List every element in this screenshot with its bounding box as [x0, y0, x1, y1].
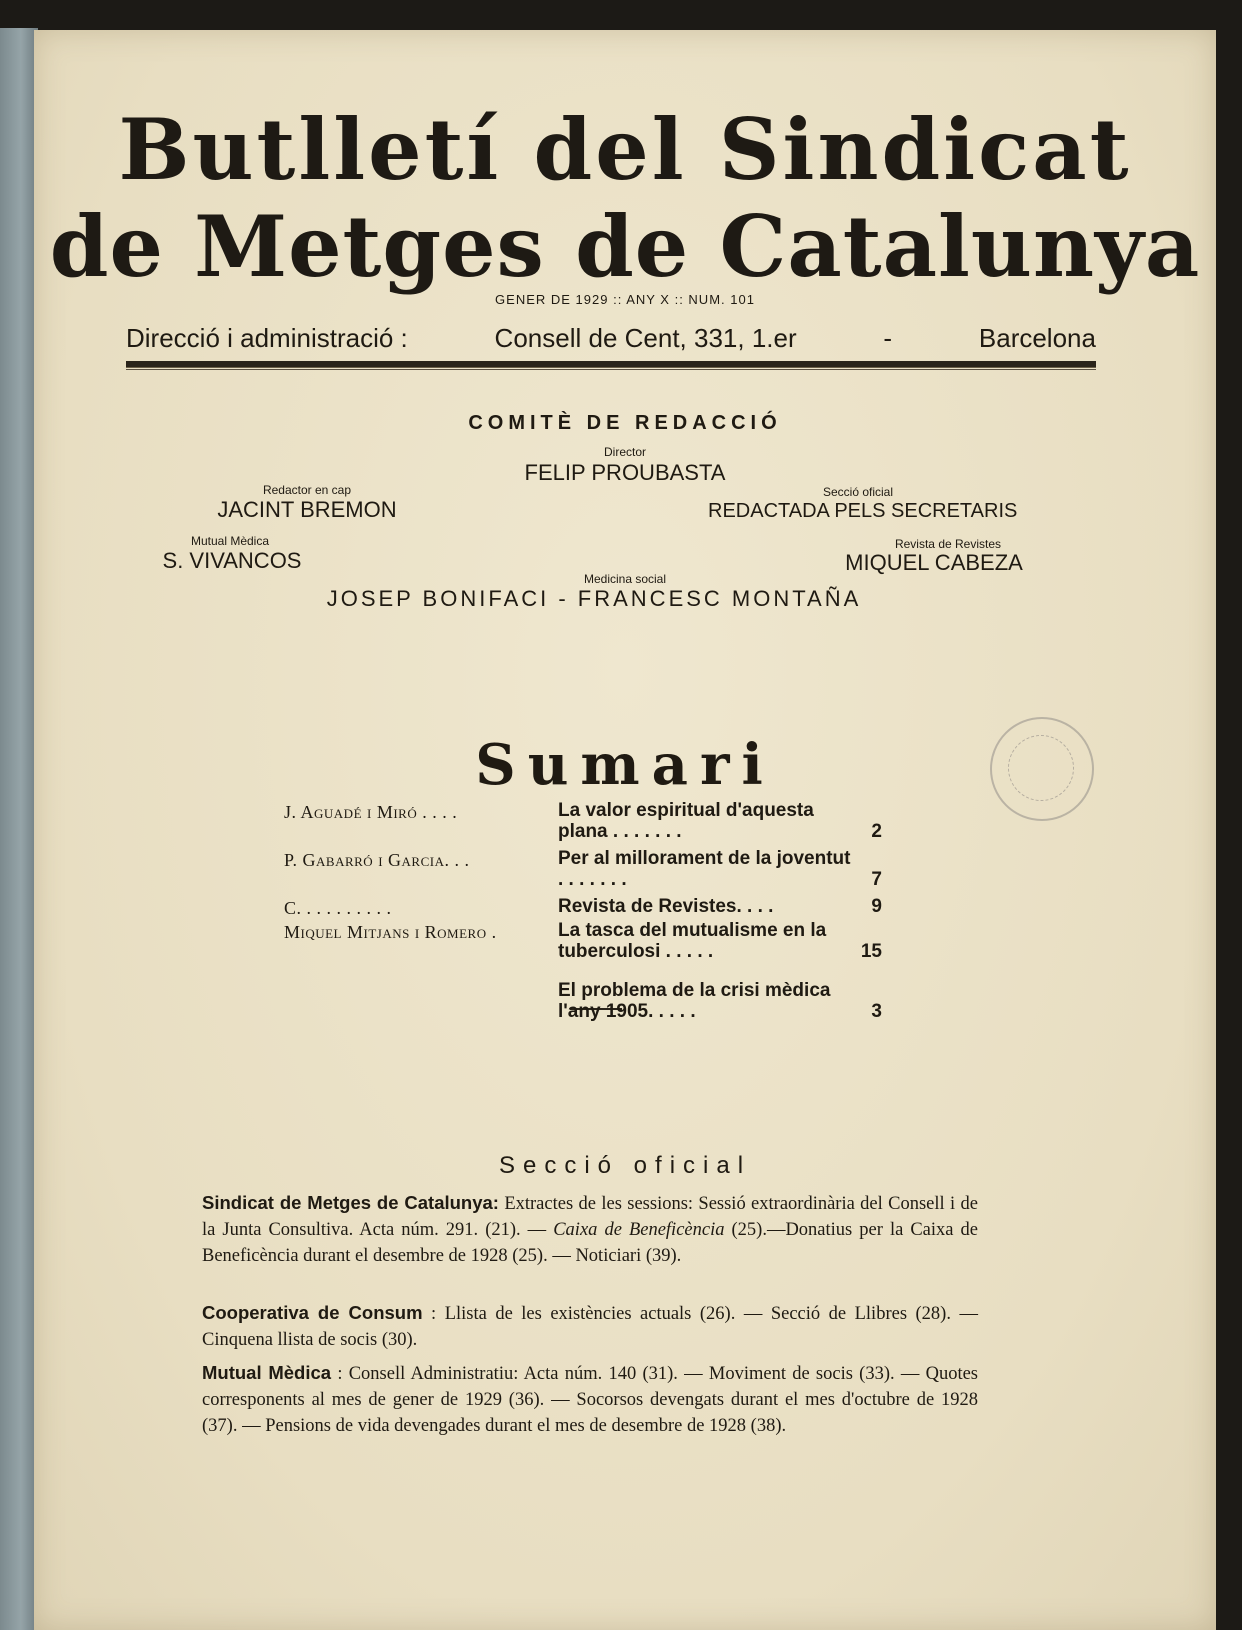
chief-editor-name: JACINT BREMON [217, 497, 397, 522]
toc-title-2: Per al millorament de la joventut . . . . . . . [558, 848, 851, 890]
director-role: Director [603, 445, 646, 459]
paragraph-text: : Llista de les existències actuals (26). — Secció de Llibres (28). — Cinquena llista de socis (30). [202, 1304, 978, 1350]
masthead-rule [126, 361, 1096, 368]
toc-title-1: La valor espiritual d'aquesta plana . . . . . . . [558, 800, 814, 842]
official-section-name: REDACTADA PELS SECRETARIS [708, 500, 1018, 522]
toc-author-3: C. . . . . . . . . . [284, 898, 392, 918]
address-city: Barcelona [978, 323, 1096, 353]
toc-page-1: 2 [871, 821, 882, 842]
toc-title-5: El problema de la crisi mèdica l'any 1905. . . . . [558, 980, 831, 1022]
social-names: JOSEP BONIFACI - FRANCESC MONTAÑA [326, 586, 862, 611]
official-paragraph-mutual [202, 1360, 978, 1439]
director-name: FELIP PROUBASTA [524, 460, 726, 485]
social-role: Medicina social [583, 572, 667, 586]
paragraph-lead: Sindicat de Metges de Catalunya: [202, 1192, 499, 1213]
mutual-role: Mutual Mèdica [190, 534, 270, 548]
paragraph-lead: Mutual Mèdica [202, 1362, 332, 1383]
address-label: Direcció i administració : [126, 323, 408, 353]
address-line [126, 323, 1096, 354]
toc-title-3: Revista de Revistes. . . . [558, 896, 774, 917]
official-paragraph-cooperativa [202, 1300, 978, 1353]
paragraph-text: Extractes de les sessions: Sessió extraordinària del Consell i de la Junta Consultiva. Acta núm. 291. (21). — [202, 1194, 978, 1240]
masthead-title-line2: de Metges de Catalunya [49, 197, 1201, 296]
issue-info: GENER DE 1929 :: ANY X :: NUM. 101 [495, 292, 755, 307]
toc-page-5: 3 [871, 1001, 882, 1022]
toc-page-4: 15 [860, 941, 882, 962]
official-section-heading: Secció oficial [498, 1152, 752, 1179]
toc-author-2: P. Gabarró i Garcia. . . [284, 850, 470, 870]
summary-heading: Sumari [475, 732, 775, 798]
toc-author-1: J. Aguadé i Miró . . . . [284, 802, 458, 822]
address-street: Consell de Cent, 331, 1.er [494, 323, 797, 353]
paragraph-text: (25).—Donatius per la Caixa de Beneficència durant el desembre de 1928 (25). — Noticiari (39). [202, 1220, 978, 1266]
address-dash: - [883, 323, 893, 353]
chief-editor-role: Redactor en cap [262, 483, 352, 497]
official-paragraph-sindicat [202, 1190, 978, 1269]
document-page [34, 30, 1216, 1630]
committee-heading: COMITÈ DE REDACCIÓ [468, 412, 782, 434]
reviews-role: Revista de Revistes [894, 537, 1002, 551]
masthead-thin-rule [126, 369, 1096, 370]
paragraph-italic: Caixa de Beneficència [553, 1220, 725, 1240]
toc-title-4: La tasca del mutualisme en la tuberculosi . . . . . [558, 920, 827, 962]
reviews-name: MIQUEL CABEZA [845, 550, 1023, 575]
paragraph-text: : Consell Administratiu: Acta núm. 140 (31). — Moviment de socis (33). — Quotes corresponents al mes de gener de 1929 (36). — Socorsos devengats durant el mes d'octubre de 1928 (37). — Pensions de vida devengades durant el mes de desembre de 1928 (38). [202, 1364, 978, 1436]
paragraph-lead: Cooperativa de Consum [202, 1302, 423, 1323]
toc-page-3: 9 [871, 896, 882, 917]
mutual-name: S. VIVANCOS [162, 548, 302, 573]
binding-spine [0, 28, 38, 1630]
toc-page-2: 7 [871, 869, 882, 890]
toc-author-4: Miquel Mitjans i Romero . [284, 922, 497, 942]
masthead-title-line1: Butlletí del Sindicat [118, 100, 1132, 199]
official-section-role: Secció oficial [822, 485, 894, 499]
library-stamp [990, 717, 1094, 821]
